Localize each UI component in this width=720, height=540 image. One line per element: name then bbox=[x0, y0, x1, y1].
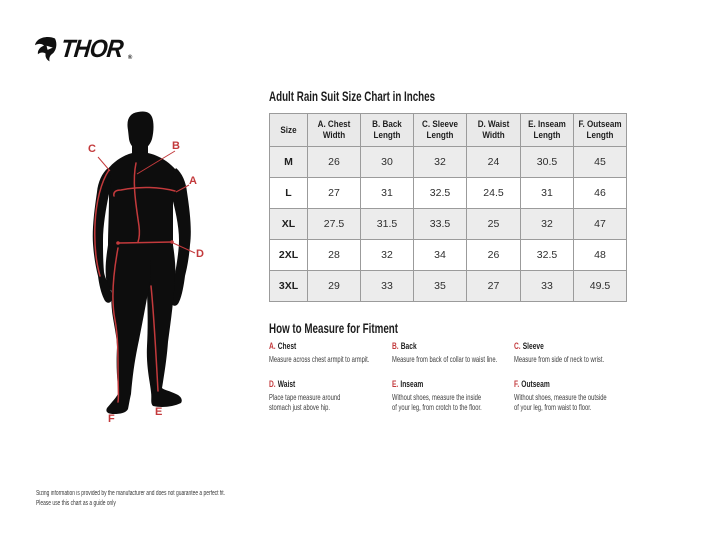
figure-label-outseam: F bbox=[108, 413, 115, 425]
measure-item-outseam bbox=[514, 379, 644, 412]
value-cell: 46 bbox=[574, 178, 627, 209]
value-cell: 32.5 bbox=[414, 178, 467, 209]
value-cell: 27 bbox=[308, 178, 361, 209]
value-cell: 29 bbox=[308, 271, 361, 302]
value-cell: 25 bbox=[467, 209, 521, 240]
value-cell: 26 bbox=[308, 147, 361, 178]
size-chart-title: Adult Rain Suit Size Chart in Inches bbox=[269, 88, 436, 104]
size-cell: XL bbox=[270, 209, 308, 240]
measure-guide-title: How to Measure for Fitment bbox=[269, 320, 399, 336]
brand-logo bbox=[34, 34, 132, 64]
thor-goat-icon bbox=[34, 35, 58, 63]
measure-letter: B. bbox=[392, 341, 399, 352]
measure-guide-grid bbox=[269, 341, 649, 421]
value-cell: 24.5 bbox=[467, 178, 521, 209]
measure-name: Waist bbox=[277, 379, 296, 390]
value-cell: 32.5 bbox=[521, 240, 574, 271]
value-cell: 48 bbox=[574, 240, 627, 271]
value-cell: 34 bbox=[414, 240, 467, 271]
measure-item-back bbox=[392, 341, 522, 364]
value-cell: 24 bbox=[467, 147, 521, 178]
measure-name: Inseam bbox=[400, 379, 424, 390]
size-cell: L bbox=[270, 178, 308, 209]
value-cell: 32 bbox=[414, 147, 467, 178]
table-row-m bbox=[270, 147, 627, 178]
value-cell: 31 bbox=[361, 178, 414, 209]
value-cell: 27 bbox=[467, 271, 521, 302]
figure-label-chest: A bbox=[189, 175, 197, 187]
measure-letter: E. bbox=[392, 379, 399, 390]
value-cell: 26 bbox=[467, 240, 521, 271]
value-cell: 45 bbox=[574, 147, 627, 178]
leader-c bbox=[98, 157, 110, 171]
value-cell: 32 bbox=[361, 240, 414, 271]
col-header-back: B. Back Length bbox=[361, 114, 414, 147]
value-cell: 49.5 bbox=[574, 271, 627, 302]
size-cell: M bbox=[270, 147, 308, 178]
value-cell: 35 bbox=[414, 271, 467, 302]
value-cell: 28 bbox=[308, 240, 361, 271]
measure-description: stomach just above hip. bbox=[269, 402, 331, 412]
col-header-waist: D. Waist Width bbox=[467, 114, 521, 147]
registered-mark: ® bbox=[127, 55, 133, 61]
value-cell: 31.5 bbox=[361, 209, 414, 240]
waist-line bbox=[118, 242, 172, 243]
value-cell: 27.5 bbox=[308, 209, 361, 240]
measure-name: Back bbox=[400, 341, 417, 352]
value-cell: 33.5 bbox=[414, 209, 467, 240]
table-row-xl bbox=[270, 209, 627, 240]
measure-letter: F. bbox=[514, 379, 520, 390]
disclaimer-line: Sizing information is provided by the manufacturer and does not guarantee a perfect fit. bbox=[36, 490, 226, 497]
size-cell: 2XL bbox=[270, 240, 308, 271]
measure-name: Chest bbox=[277, 341, 297, 352]
measure-description: of your leg, from crotch to the floor. bbox=[392, 402, 482, 412]
value-cell: 31 bbox=[521, 178, 574, 209]
measure-description: Without shoes, measure the inside bbox=[392, 392, 482, 402]
size-chart-table bbox=[269, 113, 627, 302]
value-cell: 33 bbox=[361, 271, 414, 302]
measure-letter: C. bbox=[514, 341, 521, 352]
value-cell: 30.5 bbox=[521, 147, 574, 178]
measure-letter: D. bbox=[269, 379, 276, 390]
measure-name: Sleeve bbox=[522, 341, 544, 352]
table-header-row bbox=[270, 114, 627, 147]
figure-label-back: B bbox=[172, 140, 180, 152]
value-cell: 47 bbox=[574, 209, 627, 240]
figure-label-inseam: E bbox=[155, 406, 163, 418]
col-header-inseam: E. Inseam Length bbox=[521, 114, 574, 147]
measure-item-inseam bbox=[392, 379, 522, 412]
figure-label-waist: D bbox=[196, 248, 204, 260]
col-header-size: Size bbox=[270, 114, 308, 147]
table-row-l bbox=[270, 178, 627, 209]
disclaimer-line: Please use this chart as a guide only bbox=[36, 499, 116, 507]
col-header-sleeve: C. Sleeve Length bbox=[414, 114, 467, 147]
measure-description: Place tape measure around bbox=[269, 392, 341, 402]
size-cell: 3XL bbox=[270, 271, 308, 302]
measure-letter: A. bbox=[269, 341, 276, 352]
measure-description: Measure across chest armpit to armpit. bbox=[269, 354, 370, 364]
measure-description: Without shoes, measure the outside bbox=[514, 392, 607, 402]
figure-label-sleeve: C bbox=[88, 143, 96, 155]
col-header-outseam: F. Outseam Length bbox=[574, 114, 627, 147]
value-cell: 32 bbox=[521, 209, 574, 240]
sizing-disclaimer bbox=[36, 489, 225, 508]
measure-description: Measure from side of neck to wrist. bbox=[514, 354, 605, 364]
value-cell: 30 bbox=[361, 147, 414, 178]
brand-name: THOR bbox=[59, 35, 124, 63]
measure-description: Measure from back of collar to waist line. bbox=[392, 354, 498, 364]
value-cell: 33 bbox=[521, 271, 574, 302]
measure-name: Outseam bbox=[521, 379, 550, 390]
measure-item-waist bbox=[269, 379, 399, 412]
table-row-2xl bbox=[270, 240, 627, 271]
measure-item-chest bbox=[269, 341, 399, 364]
col-header-chest: A. Chest Width bbox=[308, 114, 361, 147]
measure-item-sleeve bbox=[514, 341, 644, 364]
table-row-3xl bbox=[270, 271, 627, 302]
measure-description: of your leg, from waist to floor. bbox=[514, 402, 592, 412]
silhouette-shapes bbox=[93, 111, 191, 414]
